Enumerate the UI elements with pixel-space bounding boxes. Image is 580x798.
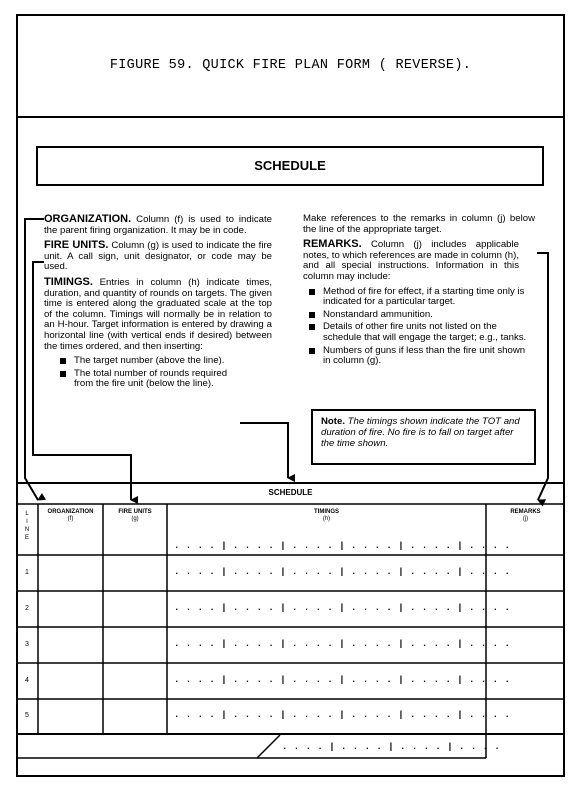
- fire-units-header: FIRE UNITS (g): [118, 509, 152, 522]
- timings-leader-arrow: [240, 423, 288, 478]
- fire-units-leader-arrow: [33, 262, 131, 500]
- remarks-header: REMARKS (j): [510, 509, 541, 522]
- timings-bullet: The target number (above the line).: [54, 356, 272, 367]
- organization-paragraph: ORGANIZATION. Column (f) is used to indicate the parent firing organization. It may be in code.: [44, 213, 272, 236]
- timing-scale: . . . . | . . . . | . . . . | . . . .: [282, 742, 501, 752]
- timings-header: TIMINGS (h): [314, 509, 339, 522]
- row-number: 5: [25, 712, 29, 719]
- timing-scale: . . . . | . . . . | . . . . | . . . . | . . . . | . . . .: [174, 603, 511, 613]
- timing-scale: . . . . | . . . . | . . . . | . . . . | . . . . | . . . .: [174, 675, 511, 685]
- schedule-heading-box: SCHEDULE: [36, 146, 544, 186]
- remarks-bullet: Method of fire for effect, if a starting time only is indicated for a particular target.: [303, 287, 535, 308]
- remarks-paragraph: REMARKS. Column (j) includes applicable notes, to which references are made in column (h), and all special instructions. Information in this column may include:: [303, 238, 519, 282]
- fire-units-paragraph: FIRE UNITS. Column (g) is used to indicate the fire unit. A call sign, unit designator, or code may be used.: [44, 239, 272, 273]
- row-number: 2: [25, 605, 29, 612]
- references-paragraph: Make references to the remarks in column (j) below the line of the appropriate target.: [303, 213, 535, 235]
- remarks-bullet: Details of other fire units not listed on the schedule that will engage the target; e.g., tanks.: [303, 322, 535, 343]
- row-number: 1: [25, 569, 29, 576]
- timing-scale: . . . . | . . . . | . . . . | . . . . | . . . . | . . . .: [174, 541, 511, 551]
- timings-bullet: The total number of rounds required from the fire unit (below the line).: [54, 369, 272, 390]
- row-number: 3: [25, 641, 29, 648]
- timing-scale: . . . . | . . . . | . . . . | . . . . | . . . . | . . . .: [174, 639, 511, 649]
- remarks-bullet: Nonstandard ammunition.: [303, 310, 535, 321]
- note-box: Note. The timings shown indicate the TOT and duration of fire. No fire is to fall on target after the time shown.: [311, 409, 536, 465]
- remarks-leader-arrow: [537, 253, 548, 500]
- row-number: 4: [25, 677, 29, 684]
- table-title: SCHEDULE: [268, 488, 313, 497]
- organization-header: ORGANIZATION (f): [47, 509, 94, 522]
- figure-title: FIGURE 59. QUICK FIRE PLAN FORM ( REVERSE).: [109, 58, 472, 73]
- timing-scale: . . . . | . . . . | . . . . | . . . . | . . . . | . . . .: [174, 710, 511, 720]
- remarks-bullet: Numbers of guns if less than the fire unit shown in column (g).: [303, 346, 535, 367]
- timing-scale: . . . . | . . . . | . . . . | . . . . | . . . . | . . . .: [174, 567, 511, 577]
- timings-paragraph: TIMINGS. Entries in column (h) indicate times, duration, and quantity of rounds on targets. The given time is entered along the graduated scale at the top of the column. Timings will normally be in relation to an H-hour. Target information is entered by drawing a horizontal line (with vertical ends if desired) between the times ordered, and then inserting:: [44, 275, 272, 352]
- line-header: L I N E: [24, 511, 30, 541]
